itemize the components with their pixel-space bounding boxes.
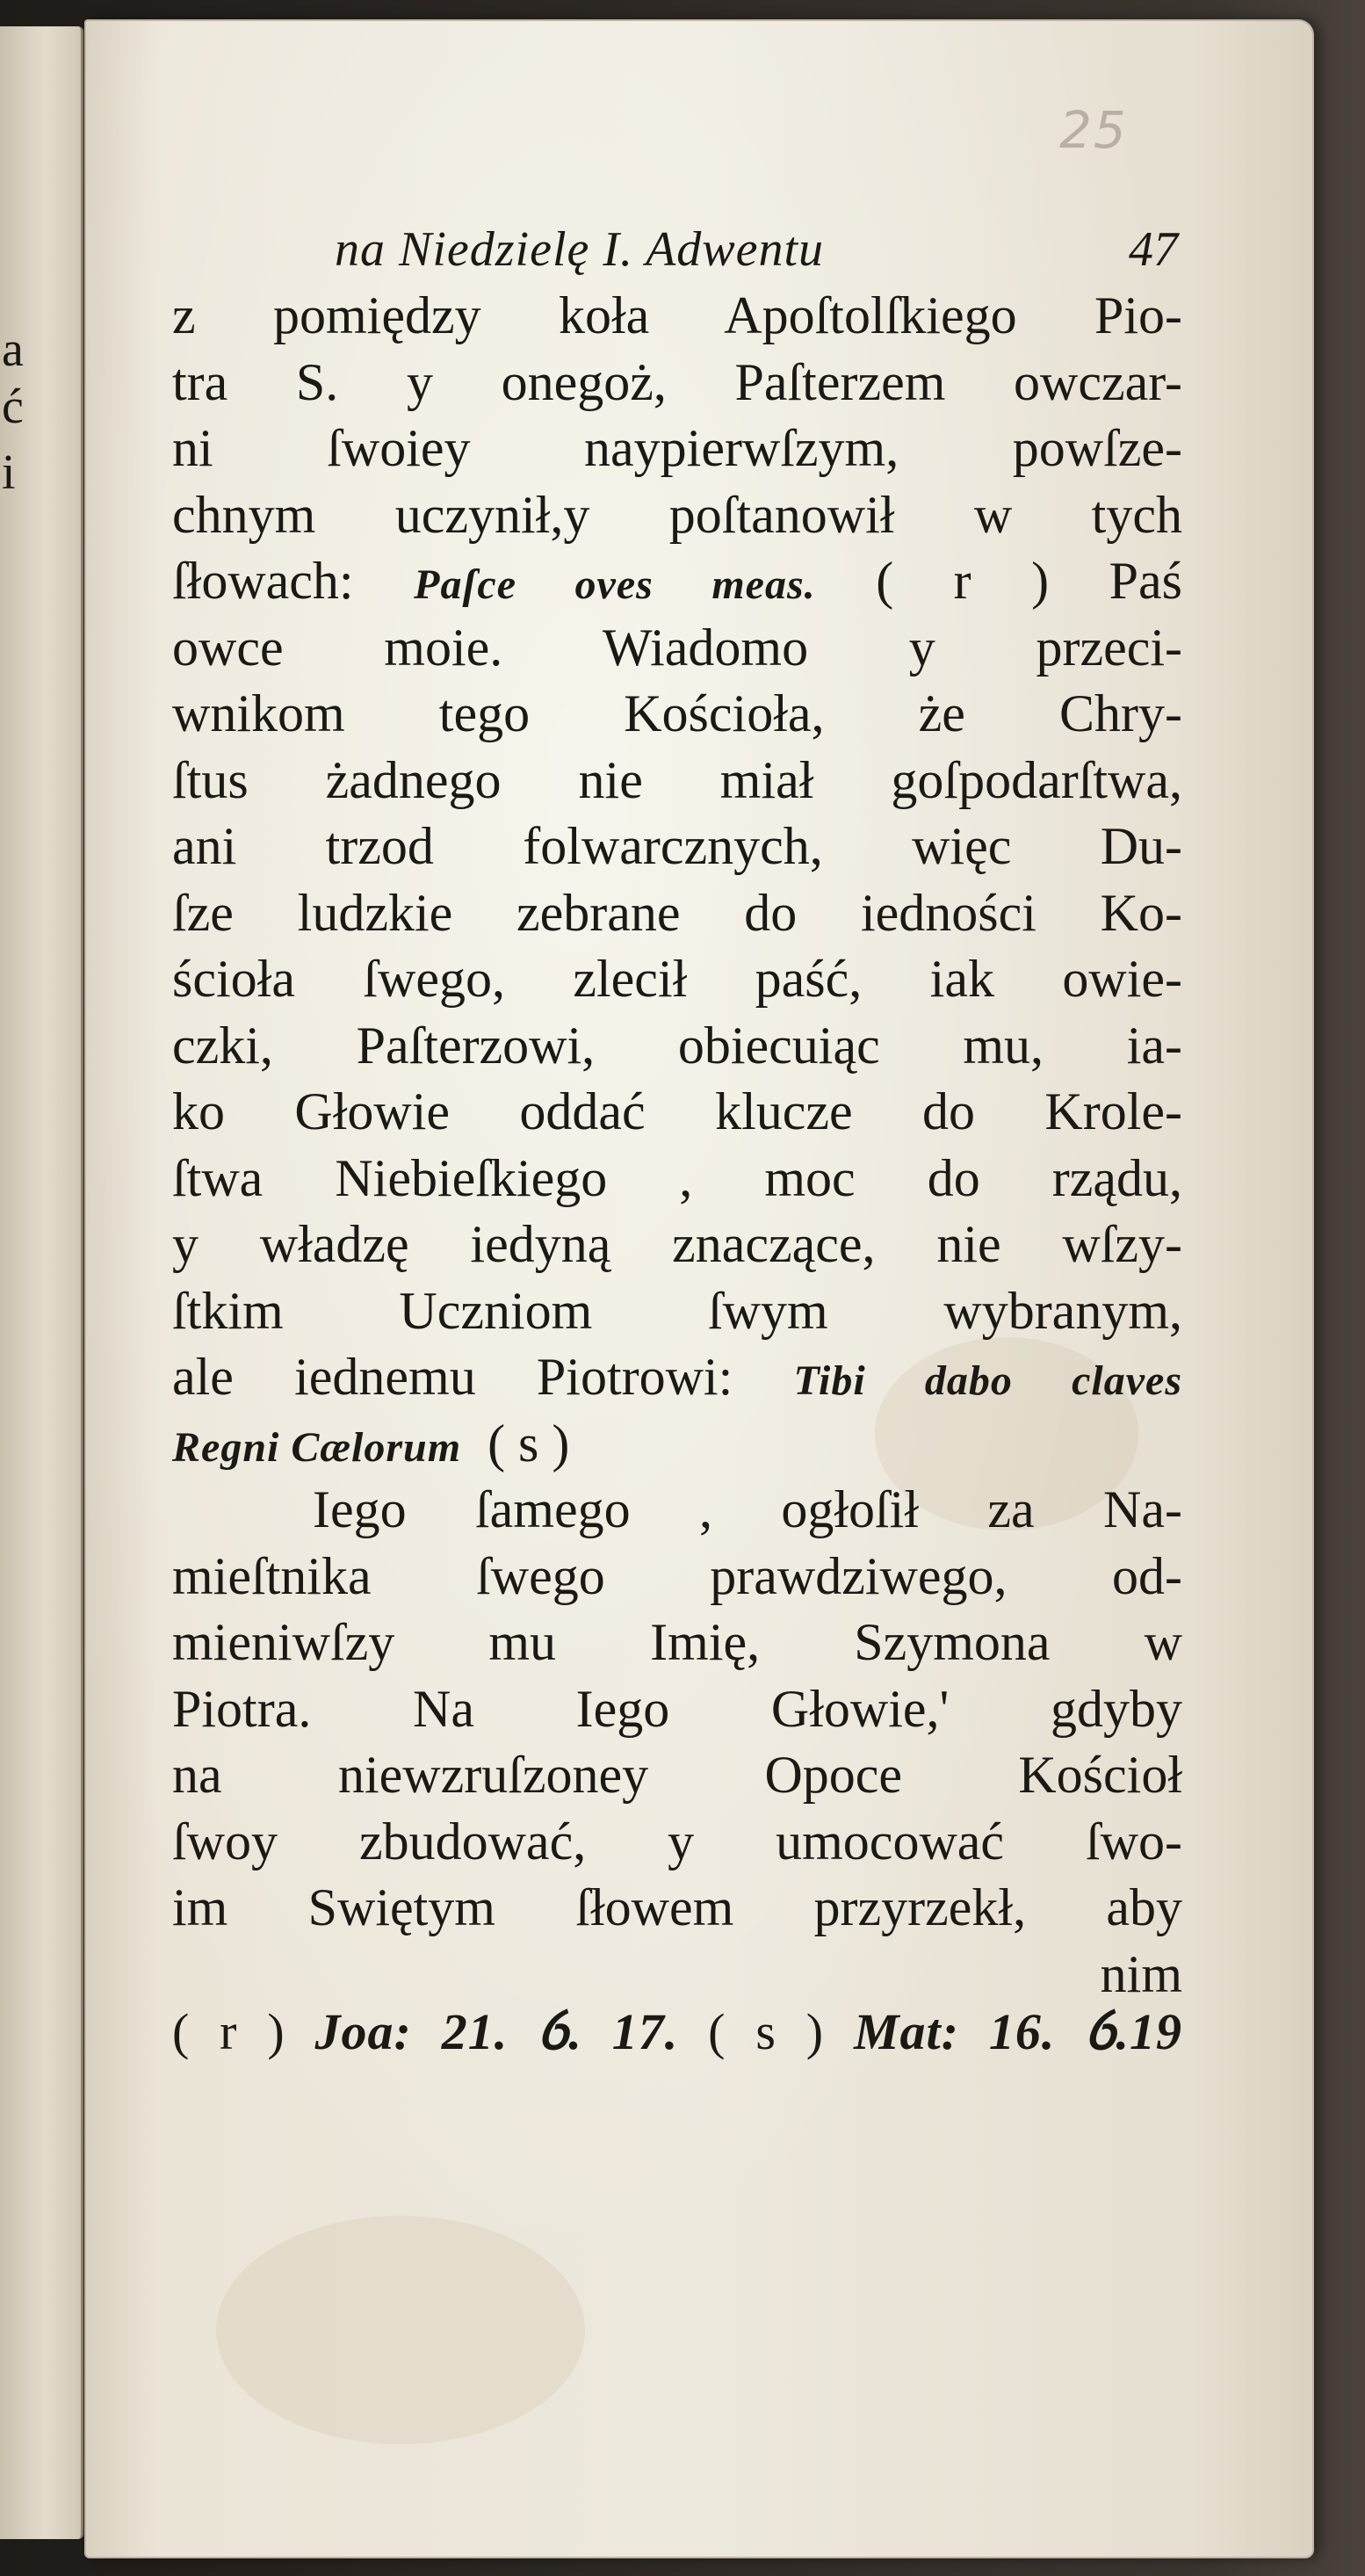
footnote-marker: ( s ) [488, 1414, 570, 1473]
latin-quote: Paſce oves meas. [414, 561, 816, 608]
text-line: czki, Paſterzowi, obiecuiąc mu, ia- [172, 1016, 1182, 1075]
footnote-ref-s: Mat: 16. ỽ.19 [853, 2003, 1183, 2060]
text-line: tra S. y onegoż, Paſterzem owczar- [172, 352, 1182, 411]
latin-quote: Regni Cælorum [172, 1423, 462, 1471]
text-line: ścioła ſwego, zlecił paść, iak owie- [172, 950, 1182, 1008]
latin-quote: Tibi dabo claves [793, 1357, 1183, 1404]
catchword: nim [1100, 1944, 1182, 2003]
text-line: na niewzruſzoney Opoce Kościoł [172, 1746, 1182, 1804]
pencil-folio-mark: 25 [1059, 100, 1128, 160]
text-line: ſwoy zbudować, y umocować ſwo- [172, 1812, 1182, 1870]
text-line [172, 1344, 1182, 1411]
text-line: Piotra. Na Iego Głowie,' gdyby [172, 1679, 1182, 1738]
body-text [172, 283, 1182, 2008]
paper-stain [216, 2216, 585, 2444]
footnote-mark-r: ( r ) [172, 2003, 285, 2060]
text-line: wnikom tego Kościoła, że Chry- [172, 684, 1182, 742]
text-line: Iego ſamego , ogłoſił za Na- [313, 1480, 1182, 1538]
running-header [335, 221, 1178, 283]
text-line: im Swiętym ſłowem przyrzekł, aby [172, 1878, 1182, 1936]
edge-char-1: a [2, 322, 24, 377]
text-line: ani trzod folwarcznych, więc Du- [172, 817, 1182, 875]
text-segment: ale iednemu Piotrowi: [172, 1348, 733, 1406]
text-line: mieſtnika ſwego prawdziwego, od- [172, 1546, 1182, 1605]
text-line [172, 548, 1182, 615]
text-line: owce moie. Wiadomo y przeci- [172, 618, 1182, 677]
text-line: ko Głowie oddać klucze do Krole- [172, 1082, 1182, 1140]
text-line: ſze ludzkie zebrane do iedności Ko- [172, 883, 1182, 942]
footnote-ref-r: Joa: 21. ỽ. 17. [314, 2003, 679, 2060]
previous-page-edge [0, 26, 83, 2539]
edge-char-3: i [2, 445, 16, 500]
text-line: z pomiędzy koła Apoſtolſkiego Pio- [172, 286, 1182, 344]
text-line: y władzę iedyną znaczące, nie wſzy- [172, 1215, 1182, 1273]
text-line [172, 1411, 1182, 1478]
text-line: ſtus żadnego nie miał goſpodarſtwa, [172, 750, 1182, 809]
text-line: ſtwa Niebieſkiego , moc do rządu, [172, 1148, 1182, 1207]
running-title: na Niedzielę I. Adwentu [335, 222, 824, 277]
footnote-marker: ( r ) Paś [876, 552, 1183, 610]
page-number: 47 [1129, 222, 1178, 277]
text-line: mieniwſzy mu Imię, Szymona w [172, 1613, 1182, 1671]
text-line: ni ſwoiey naypierwſzym, powſze- [172, 419, 1182, 477]
text-line: chnym uczynił,y poſtanowił w tych [172, 485, 1182, 544]
text-line: ſtkim Uczniom ſwym wybranym, [172, 1281, 1182, 1340]
footnote-mark-s: ( s ) [708, 2003, 825, 2060]
book-page [84, 19, 1314, 2558]
text-segment: ſłowach: [172, 552, 354, 610]
edge-char-2: ć [2, 380, 24, 434]
footnotes [172, 1994, 1182, 2064]
